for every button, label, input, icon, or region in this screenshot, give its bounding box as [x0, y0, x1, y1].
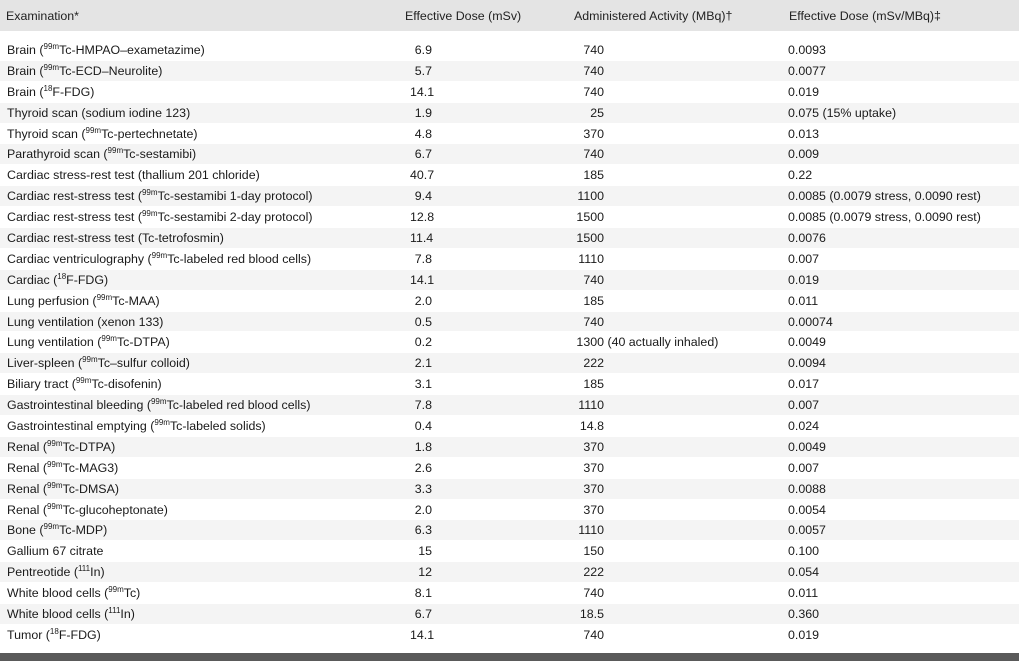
isotope-superscript: 99m [141, 209, 158, 219]
examination-text-tail: In) [90, 565, 105, 580]
cell-examination [0, 541, 400, 562]
examination-text-tail: Tc-glucoheptonate) [62, 502, 168, 517]
examination-text-tail: Tc-pertechnetate) [101, 126, 198, 141]
header-examination: Examination* [0, 0, 400, 31]
cell-effective-dose [400, 478, 572, 499]
examination-text-tail: Tc–sulfur colloid) [97, 356, 190, 371]
cell-administered-activity [572, 269, 787, 290]
administered-activity-value: 740 [583, 84, 604, 99]
isotope-superscript: 99m [46, 501, 63, 511]
table-row [0, 165, 1019, 186]
cell-effective-dose [400, 165, 572, 186]
cell-effective-dose [400, 624, 572, 645]
cell-effective-dose [400, 374, 572, 395]
cell-examination [0, 40, 400, 61]
administered-activity-value: 150 [583, 544, 604, 559]
isotope-superscript: 18 [43, 83, 53, 93]
examination-text-tail: Tc-DMSA) [62, 481, 119, 496]
cell-examination [0, 457, 400, 478]
effective-dose-value: 6.3 [414, 523, 432, 538]
cell-effective-dose [400, 186, 572, 207]
isotope-superscript: 99m [141, 188, 158, 198]
examination-text: Renal ( [7, 460, 47, 475]
examination-text-tail: Tc-sestamibi 2-day protocol) [157, 210, 313, 225]
table-row [0, 102, 1019, 123]
cell-examination [0, 499, 400, 520]
cell-effective-dose [400, 60, 572, 81]
isotope-superscript: 99m [75, 376, 92, 386]
isotope-superscript: 99m [154, 417, 170, 427]
examination-text-tail: Tc-HMPAO–exametazime) [59, 42, 205, 57]
isotope-superscript: 99m [150, 397, 167, 407]
cell-dose-per-mbq: 0.0049 [787, 332, 1019, 353]
cell-effective-dose [400, 144, 572, 165]
cell-administered-activity [572, 40, 787, 61]
cell-dose-per-mbq: 0.011 [787, 290, 1019, 311]
isotope-superscript: 111 [77, 564, 91, 574]
examination-text: Lung perfusion ( [7, 293, 97, 308]
effective-dose-value: 6.9 [414, 42, 432, 57]
cell-administered-activity [572, 81, 787, 102]
cell-dose-per-mbq: 0.0093 [787, 40, 1019, 61]
examination-text: Biliary tract ( [7, 377, 76, 392]
examination-text-tail: F-FDG) [66, 272, 109, 287]
cell-administered-activity [572, 311, 787, 332]
examination-text: Gastrointestinal bleeding ( [7, 398, 151, 413]
cell-administered-activity [572, 60, 787, 81]
examination-text: Cardiac stress-rest test (thallium 201 chloride) [7, 168, 260, 183]
cell-administered-activity [572, 499, 787, 520]
examination-text: Tumor ( [7, 627, 50, 642]
administered-activity-value: 740 [583, 63, 604, 78]
table-row [0, 248, 1019, 269]
administered-activity-value: 370 [583, 481, 604, 496]
cell-administered-activity [572, 228, 787, 249]
cell-examination [0, 248, 400, 269]
effective-dose-value: 12.8 [410, 210, 435, 225]
cell-examination [0, 583, 400, 604]
table-row [0, 228, 1019, 249]
examination-text: Thyroid scan ( [7, 126, 86, 141]
cell-examination [0, 436, 400, 457]
table-body [0, 31, 1019, 645]
bottom-rule [0, 653, 1019, 661]
cell-examination [0, 332, 400, 353]
cell-administered-activity [572, 436, 787, 457]
isotope-superscript: 99m [108, 585, 124, 595]
cell-effective-dose [400, 499, 572, 520]
administered-activity-value: 222 [583, 356, 604, 371]
administered-activity-value: 185 [583, 168, 604, 183]
isotope-superscript: 99m [43, 41, 60, 51]
examination-text: Bone ( [7, 523, 44, 538]
table-row [0, 478, 1019, 499]
administered-activity-value: 370 [583, 439, 604, 454]
cell-effective-dose [400, 228, 572, 249]
effective-dose-value: 2.0 [414, 502, 432, 517]
examination-text: Renal ( [7, 481, 47, 496]
examination-text: Brain ( [7, 42, 44, 57]
examination-text: Liver-spleen ( [7, 356, 83, 371]
cell-examination [0, 60, 400, 81]
table-row [0, 416, 1019, 437]
isotope-superscript: 99m [85, 125, 102, 135]
effective-dose-value: 3.1 [414, 377, 432, 392]
cell-examination [0, 374, 400, 395]
cell-examination [0, 416, 400, 437]
effective-dose-value: 11.4 [410, 230, 434, 245]
administered-activity-value: 1500 [576, 210, 604, 225]
cell-effective-dose [400, 395, 572, 416]
table-row [0, 186, 1019, 207]
table-row [0, 144, 1019, 165]
table-row [0, 374, 1019, 395]
examination-text: Pentreotide ( [7, 565, 78, 580]
cell-effective-dose [400, 123, 572, 144]
table-row [0, 290, 1019, 311]
administered-activity-value: 740 [583, 42, 604, 57]
effective-dose-value: 3.3 [414, 481, 432, 496]
examination-text: Thyroid scan (sodium iodine 123) [7, 105, 191, 120]
cell-effective-dose [400, 583, 572, 604]
cell-administered-activity [572, 186, 787, 207]
cell-effective-dose [400, 353, 572, 374]
examination-text: Renal ( [7, 439, 47, 454]
effective-dose-value: 0.5 [414, 314, 432, 329]
cell-effective-dose [400, 416, 572, 437]
cell-effective-dose [400, 40, 572, 61]
cell-examination [0, 478, 400, 499]
cell-dose-per-mbq: 0.0049 [787, 436, 1019, 457]
administered-activity-value: 740 [583, 147, 604, 162]
cell-administered-activity [572, 478, 787, 499]
administered-activity-value: 14.8 [579, 418, 604, 433]
examination-text-tail: Tc-sestamibi) [123, 147, 197, 162]
effective-dose-value: 14.1 [410, 272, 435, 287]
cell-effective-dose [400, 520, 572, 541]
examination-text-tail: Tc-sestamibi 1-day protocol) [157, 189, 313, 204]
isotope-superscript: 99m [101, 334, 117, 344]
isotope-superscript: 18 [49, 626, 59, 636]
cell-effective-dose [400, 81, 572, 102]
cell-administered-activity [572, 541, 787, 562]
effective-dose-value: 2.0 [414, 293, 432, 308]
isotope-superscript: 111 [108, 605, 121, 615]
cell-examination [0, 81, 400, 102]
examination-text-tail: Tc-DTPA) [116, 335, 170, 350]
examination-text: Gallium 67 citrate [7, 544, 104, 559]
administered-activity-value: 1110 [578, 523, 604, 538]
effective-dose-value: 7.8 [414, 398, 432, 413]
cell-effective-dose [400, 604, 572, 625]
examination-text-tail: Tc-labeled red blood cells) [167, 251, 312, 266]
table-row [0, 353, 1019, 374]
table-row [0, 269, 1019, 290]
isotope-superscript: 99m [43, 62, 60, 72]
cell-administered-activity [572, 624, 787, 645]
isotope-superscript: 99m [46, 438, 63, 448]
isotope-superscript: 18 [57, 271, 67, 281]
table-row [0, 395, 1019, 416]
administered-activity-value: 740 [583, 272, 604, 287]
examination-text-tail: Tc-MAA) [112, 293, 160, 308]
effective-dose-value: 8.1 [414, 586, 432, 601]
table-row [0, 583, 1019, 604]
cell-examination [0, 165, 400, 186]
examination-text: White blood cells ( [7, 586, 109, 601]
examination-text: White blood cells ( [7, 606, 109, 621]
isotope-superscript: 99m [46, 480, 63, 490]
administered-activity-value: 740 [583, 586, 604, 601]
cell-examination [0, 624, 400, 645]
examination-text: Lung ventilation ( [7, 335, 102, 350]
cell-administered-activity [572, 583, 787, 604]
effective-dose-value: 1.8 [414, 439, 432, 454]
cell-effective-dose [400, 311, 572, 332]
cell-administered-activity [572, 207, 787, 228]
administered-activity-value: 1110 [578, 398, 604, 413]
table-row [0, 624, 1019, 645]
administered-activity-value: 18.5 [579, 606, 604, 621]
cell-dose-per-mbq: 0.0077 [787, 60, 1019, 81]
examination-text-tail: Tc-disofenin) [91, 377, 162, 392]
cell-effective-dose [400, 207, 572, 228]
cell-examination [0, 395, 400, 416]
effective-dose-value: 9.4 [414, 189, 432, 204]
examination-text-tail: Tc-MDP) [59, 523, 108, 538]
table-row [0, 499, 1019, 520]
table-row [0, 60, 1019, 81]
cell-examination [0, 520, 400, 541]
header-effective-dose: Effective Dose (mSv) [400, 0, 572, 31]
cell-dose-per-mbq: 0.22 [787, 165, 1019, 186]
cell-examination [0, 604, 400, 625]
cell-dose-per-mbq: 0.009 [787, 144, 1019, 165]
cell-examination [0, 353, 400, 374]
cell-administered-activity [572, 248, 787, 269]
cell-examination [0, 123, 400, 144]
table-row [0, 81, 1019, 102]
cell-dose-per-mbq: 0.075 (15% uptake) [787, 102, 1019, 123]
cell-dose-per-mbq: 0.007 [787, 395, 1019, 416]
cell-examination [0, 144, 400, 165]
effective-dose-value: 6.7 [414, 606, 432, 621]
administered-activity-value: 1300 [576, 335, 604, 350]
administered-activity-value: 25 [590, 105, 604, 120]
effective-dose-value: 5.7 [414, 63, 432, 78]
examination-text: Cardiac rest-stress test (Tc-tetrofosmin) [7, 230, 224, 245]
administered-activity-value: 370 [583, 460, 604, 475]
cell-dose-per-mbq: 0.360 [787, 604, 1019, 625]
cell-dose-per-mbq: 0.054 [787, 562, 1019, 583]
cell-dose-per-mbq: 0.007 [787, 248, 1019, 269]
table-row [0, 332, 1019, 353]
cell-effective-dose [400, 290, 572, 311]
effective-dose-value: 2.6 [414, 460, 432, 475]
table-header [0, 0, 1019, 31]
cell-administered-activity [572, 562, 787, 583]
effective-dose-value: 0.4 [414, 418, 432, 433]
table-row [0, 311, 1019, 332]
administered-activity-value: 370 [583, 126, 604, 141]
cell-examination [0, 228, 400, 249]
examination-text-tail: In) [120, 606, 135, 621]
administered-activity-value: 1110 [578, 251, 604, 266]
cell-effective-dose [400, 269, 572, 290]
cell-effective-dose [400, 562, 572, 583]
effective-dose-value: 40.7 [410, 168, 435, 183]
administered-activity-value: 185 [583, 377, 604, 392]
cell-dose-per-mbq: 0.0094 [787, 353, 1019, 374]
cell-administered-activity [572, 144, 787, 165]
cell-administered-activity [572, 123, 787, 144]
table-row [0, 604, 1019, 625]
administered-activity-value: 740 [583, 314, 604, 329]
administered-activity-value: 370 [583, 502, 604, 517]
examination-text: Lung ventilation (xenon 133) [7, 314, 164, 329]
cell-dose-per-mbq: 0.0076 [787, 228, 1019, 249]
table-row [0, 457, 1019, 478]
examination-text-tail: Tc) [123, 586, 141, 601]
cell-dose-per-mbq: 0.0054 [787, 499, 1019, 520]
examination-text: Gastrointestinal emptying ( [7, 418, 155, 433]
cell-administered-activity [572, 604, 787, 625]
examination-text-tail: Tc-MAG3) [62, 460, 119, 475]
isotope-superscript: 99m [96, 292, 113, 302]
cell-effective-dose [400, 332, 572, 353]
table-row [0, 40, 1019, 61]
effective-dose-value: 1.9 [414, 105, 432, 120]
examination-text: Parathyroid scan ( [7, 147, 108, 162]
examination-text: Cardiac rest-stress test ( [7, 210, 142, 225]
cell-examination [0, 102, 400, 123]
cell-dose-per-mbq: 0.019 [787, 81, 1019, 102]
cell-administered-activity [572, 102, 787, 123]
cell-examination [0, 311, 400, 332]
effective-dose-value: 14.1 [410, 627, 435, 642]
isotope-superscript: 99m [46, 459, 63, 469]
isotope-superscript: 99m [151, 250, 168, 260]
cell-dose-per-mbq: 0.011 [787, 583, 1019, 604]
cell-dose-per-mbq: 0.100 [787, 541, 1019, 562]
administered-activity-value: 1100 [577, 189, 604, 204]
examination-text: Brain ( [7, 63, 44, 78]
table-row [0, 207, 1019, 228]
examination-text-tail: F-FDG) [52, 84, 95, 99]
cell-examination [0, 562, 400, 583]
examination-text-tail: Tc-DTPA) [62, 439, 116, 454]
cell-examination [0, 290, 400, 311]
cell-administered-activity [572, 520, 787, 541]
cell-examination [0, 186, 400, 207]
cell-dose-per-mbq: 0.019 [787, 269, 1019, 290]
effective-dose-value: 7.8 [414, 251, 432, 266]
effective-dose-value: 6.7 [414, 147, 432, 162]
table-row [0, 123, 1019, 144]
examination-text-tail: Tc-ECD–Neurolite) [59, 63, 163, 78]
administered-activity-value: 185 [583, 293, 604, 308]
examination-text: Cardiac ( [7, 272, 58, 287]
isotope-superscript: 99m [82, 355, 98, 365]
table-row [0, 541, 1019, 562]
cell-dose-per-mbq: 0.024 [787, 416, 1019, 437]
cell-examination [0, 207, 400, 228]
cell-administered-activity [572, 395, 787, 416]
examination-text-tail: Tc-labeled solids) [169, 418, 266, 433]
cell-administered-activity [572, 457, 787, 478]
examination-text: Renal ( [7, 502, 47, 517]
cell-dose-per-mbq: 0.019 [787, 624, 1019, 645]
cell-effective-dose [400, 541, 572, 562]
cell-administered-activity [572, 332, 787, 353]
cell-dose-per-mbq: 0.0057 [787, 520, 1019, 541]
administered-activity-value: 740 [583, 627, 604, 642]
cell-examination [0, 269, 400, 290]
table-row [0, 520, 1019, 541]
cell-administered-activity [572, 165, 787, 186]
cell-dose-per-mbq: 0.0085 (0.0079 stress, 0.0090 rest) [787, 207, 1019, 228]
effective-dose-value: 2.1 [414, 356, 432, 371]
administered-activity-value: 222 [583, 565, 604, 580]
administered-activity-note: (40 actually inhaled) [604, 335, 719, 350]
header-administered-activity: Administered Activity (MBq)† [572, 0, 787, 31]
cell-effective-dose [400, 102, 572, 123]
effective-dose-value: 15 [418, 544, 432, 559]
examination-text-tail: Tc-labeled red blood cells) [166, 398, 311, 413]
cell-administered-activity [572, 290, 787, 311]
examination-text-tail: F-FDG) [58, 627, 101, 642]
effective-dose-value: 4.8 [414, 126, 432, 141]
examination-text: Cardiac rest-stress test ( [7, 189, 142, 204]
cell-dose-per-mbq: 0.0085 (0.0079 stress, 0.0090 rest) [787, 186, 1019, 207]
cell-dose-per-mbq: 0.013 [787, 123, 1019, 144]
administered-activity-value: 1500 [576, 230, 604, 245]
isotope-superscript: 99m [107, 146, 124, 156]
table-row [0, 436, 1019, 457]
isotope-superscript: 99m [43, 522, 60, 532]
effective-dose-value: 12 [418, 565, 432, 580]
cell-dose-per-mbq: 0.00074 [787, 311, 1019, 332]
cell-dose-per-mbq: 0.007 [787, 457, 1019, 478]
table-row [0, 562, 1019, 583]
cell-administered-activity [572, 374, 787, 395]
header-dose-per-mbq: Effective Dose (mSv/MBq)‡ [787, 0, 1019, 31]
examination-text: Brain ( [7, 84, 44, 99]
cell-effective-dose [400, 457, 572, 478]
cell-effective-dose [400, 248, 572, 269]
cell-dose-per-mbq: 0.0088 [787, 478, 1019, 499]
cell-effective-dose [400, 436, 572, 457]
effective-dose-value: 0.2 [414, 335, 432, 350]
effective-dose-value: 14.1 [410, 84, 435, 99]
cell-administered-activity [572, 353, 787, 374]
cell-administered-activity [572, 416, 787, 437]
cell-dose-per-mbq: 0.017 [787, 374, 1019, 395]
examination-text: Cardiac ventriculography ( [7, 251, 152, 266]
